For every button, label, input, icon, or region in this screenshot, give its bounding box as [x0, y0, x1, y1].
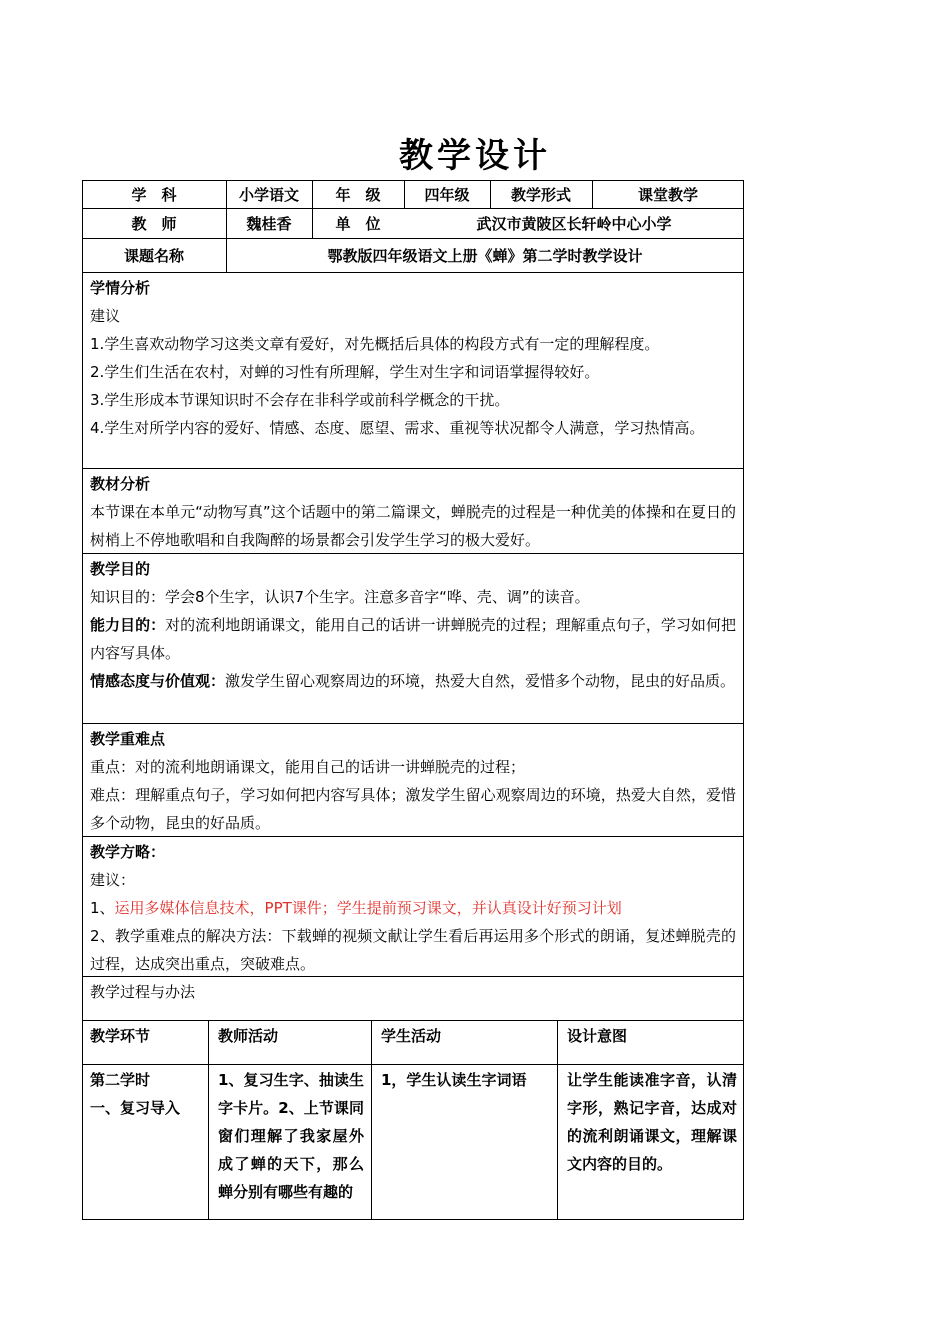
column-header-intent: 设计意图	[567, 1027, 628, 1045]
column-header-stage: 教学环节	[90, 1027, 151, 1045]
strategy-item-1-text: 运用多媒体信息技术，PPT课件；学生提前预习课文，并认真设计好预习计划	[114, 899, 622, 917]
grade-value: 四年级	[424, 185, 470, 204]
list-item: 4.学生对所学内容的爱好、情感、态度、愿望、需求、重视等状况都令人满意，学习热情高。	[90, 419, 705, 437]
objectives-heading: 教学目的	[90, 560, 151, 578]
unit-label: 单 位	[335, 214, 381, 233]
topic-value: 鄂教版四年级语文上册《蝉》第二学时教学设计	[327, 246, 643, 265]
form-value: 课堂教学	[637, 185, 698, 204]
grade-label: 年 级	[335, 185, 381, 204]
key-points-section	[90, 725, 736, 837]
teacher-activity-cell: 1、复习生字、抽读生字卡片。2、上节课同窗们理解了我家屋外成了蝉的天下，那么蝉分别有哪些有趣的	[218, 1071, 364, 1201]
teacher-label: 教 师	[131, 214, 177, 233]
strategy-item-1-prefix: 1、	[90, 899, 115, 917]
key-points-heading: 教学重难点	[90, 730, 166, 748]
strategy-section	[90, 838, 736, 978]
ability-text: 对的流利地朗诵课文，能用自己的话讲一讲蝉脱壳的过程；理解重点句子，学习如何把内容写具体。	[90, 616, 736, 662]
stage-line-1: 第二学时	[90, 1071, 151, 1089]
knowledge-objective: 知识目的：学会8个生字，认识7个生字。注意多音字“哗、壳、调”的读音。	[90, 588, 590, 606]
page-title: 教学设计	[399, 136, 551, 176]
material-analysis-section	[90, 470, 736, 554]
learner-analysis-intro: 建议	[90, 307, 121, 325]
emotion-objective	[90, 667, 736, 695]
process-heading: 教学过程与办法	[90, 983, 196, 1001]
ability-label: 能力目的：	[90, 616, 166, 634]
material-analysis-text: 本节课在本单元“动物写真”这个话题中的第二篇课文，蝉脱壳的过程是一种优美的体操和在夏日的树梢上不停地歌唱和自我陶醉的场景都会引发学生学习的极大爱好。	[90, 503, 736, 549]
subject-value: 小学语文	[238, 185, 299, 204]
form-label: 教学形式	[510, 185, 571, 204]
objectives-section	[90, 555, 736, 695]
strategy-item-1	[90, 894, 736, 922]
strategy-heading: 教学方略：	[90, 843, 166, 861]
teacher-value: 魏桂香	[246, 214, 292, 233]
column-header-student: 学生活动	[381, 1027, 442, 1045]
ability-objective	[90, 611, 736, 667]
stage-cell	[90, 1066, 202, 1122]
student-activity-cell: 1，学生认读生字词语	[381, 1071, 527, 1089]
design-intent-cell: 让学生能读准字音，认清字形，熟记字音，达成对的流利朗诵课文，理解课文内容的目的。	[567, 1071, 737, 1173]
difficult-point-text: 难点：理解重点句子，学习如何把内容写具体；激发学生留心观察周边的环境，热爱大自然，爱惜多个动物，昆虫的好品质。	[90, 786, 736, 832]
subject-label: 学 科	[131, 185, 177, 204]
stage-line-2: 一、复习导入	[90, 1099, 181, 1117]
strategy-item-2: 2、教学重难点的解决方法：下载蝉的视频文献让学生看后再运用多个形式的朗诵，复述蝉脱壳的过程，达成突出重点，突破难点。	[90, 927, 736, 973]
topic-label: 课题名称	[123, 246, 184, 265]
learner-analysis-section	[90, 274, 736, 442]
key-point-text: 重点：对的流利地朗诵课文，能用自己的话讲一讲蝉脱壳的过程；	[90, 758, 526, 776]
unit-value: 武汉市黄陂区长轩岭中心小学	[476, 214, 672, 233]
material-analysis-heading: 教材分析	[90, 475, 151, 493]
strategy-intro: 建议：	[90, 871, 136, 889]
list-item: 3.学生形成本节课知识时不会存在非科学或前科学概念的干扰。	[90, 391, 510, 409]
list-item: 1.学生喜欢动物学习这类文章有爱好，对先概括后具体的构段方式有一定的理解程度。	[90, 335, 660, 353]
emotion-label: 情感态度与价值观：	[90, 672, 226, 690]
column-header-teacher: 教师活动	[218, 1027, 279, 1045]
learner-analysis-heading: 学情分析	[90, 279, 151, 297]
emotion-text: 激发学生留心观察周边的环境，热爱大自然，爱惜多个动物，昆虫的好品质。	[225, 672, 736, 690]
list-item: 2.学生们生活在农村，对蝉的习性有所理解，学生对生字和词语掌握得较好。	[90, 363, 600, 381]
